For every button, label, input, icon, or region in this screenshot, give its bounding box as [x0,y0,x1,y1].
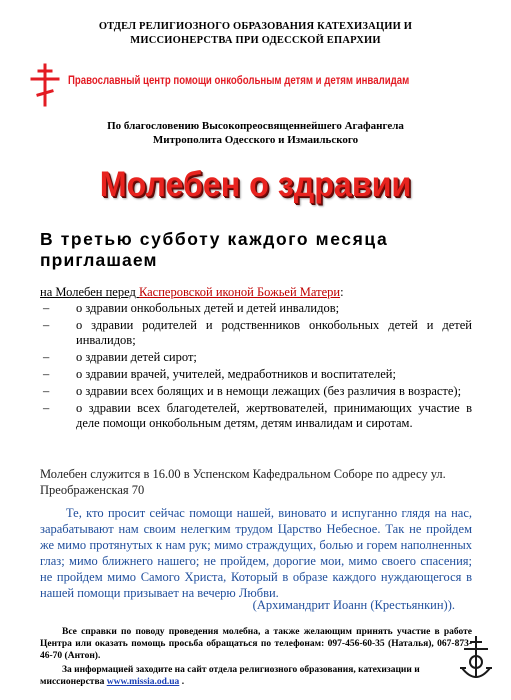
website-link[interactable]: www.missia.od.ua [106,677,180,687]
website-info [40,664,472,688]
invitation-line-2: приглашаем [40,250,158,270]
invitation-heading [40,229,471,271]
website-prefix: За информацией заходите на сайт отдела религиозного образования, катехизации и миссионерства [40,665,420,687]
list-item: – о здравии всех благодетелей, жертвователей, принимающих участие в деле помощи онкобольным детям, детям инвалидам и сиротам. [40,401,472,431]
contact-info: Все справки по поводу проведения молебна, а также желающим принять участие в работе Центра или оказать помощь просьба обращаться по телефонам: 097-456-60-35 (Наталья), 067-873-46-70 (Антон). [40,627,472,661]
quote-text: Те, кто просит сейчас помощи нашей, виновато и испуганно глядя на нас, зарабатывают нам своим нелегким трудом Царство Небесное. Так не пройдем же мимо протянутых к нам рук; мимо страждущих, болью и горем наполненных глаз; мимо ближнего нашего; не пройдем, дорогие мои, мимо своего спасения; не пройдем мимо Самого Христа, Который в образе каждого нуждающегося в нашей помощи призывает на вечерю Любви. [40,506,472,600]
list-item: – о здравии врачей, учителей, медработников и воспитателей; [40,367,472,382]
org-header [40,20,471,48]
icon-name: Касперовской иконой Божьей Матери [138,285,341,299]
blessing-line-1: По благословению Высокопреосвященнейшего Агафангела [107,120,404,132]
list-item: – о здравии онкобольных детей и детей инвалидов; [40,301,472,316]
prayer-list [40,301,472,433]
org-line-1: ОТДЕЛ РЕЛИГИОЗНОГО ОБРАЗОВАНИЯ КАТЕХИЗАЦИИ И [98,21,413,32]
page-title: Молебен о здравии [99,165,412,204]
invitation-line-1: В третью субботу каждого месяца [40,229,389,249]
intro-prefix: на Молебен перед [40,285,139,299]
blessing-line-2: Митрополита Одесского и Измаильского [152,134,359,146]
moleben-intro [40,285,471,300]
blessing-text [40,119,471,147]
intro-suffix: : [340,285,344,299]
service-info: Молебен служится в 16.00 в Успенском Кафедральном Соборе по адресу ул. Преображенская 70 [40,467,446,497]
diocese-emblem-icon [458,634,494,686]
quote-attribution: (Архимандрит Иоанн (Крестьянкин)). [252,598,455,612]
list-item: – о здравии всех болящих и в немощи лежащих (без различия в возрасте); [40,384,472,399]
list-item: – о здравии детей сирот; [40,350,472,365]
list-item: – о здравии родителей и родственников онкобольных детей и детей инвалидов; [40,318,472,348]
center-name: Православный центр помощи онкобольным детям и детям инвалидам [68,74,410,87]
center-banner [28,62,488,110]
org-line-2: МИССИОНЕРСТВА ПРИ ОДЕССКОЙ ЕПАРХИИ [130,35,381,46]
orthodox-cross-icon [28,62,62,108]
website-suffix: . [179,677,185,687]
